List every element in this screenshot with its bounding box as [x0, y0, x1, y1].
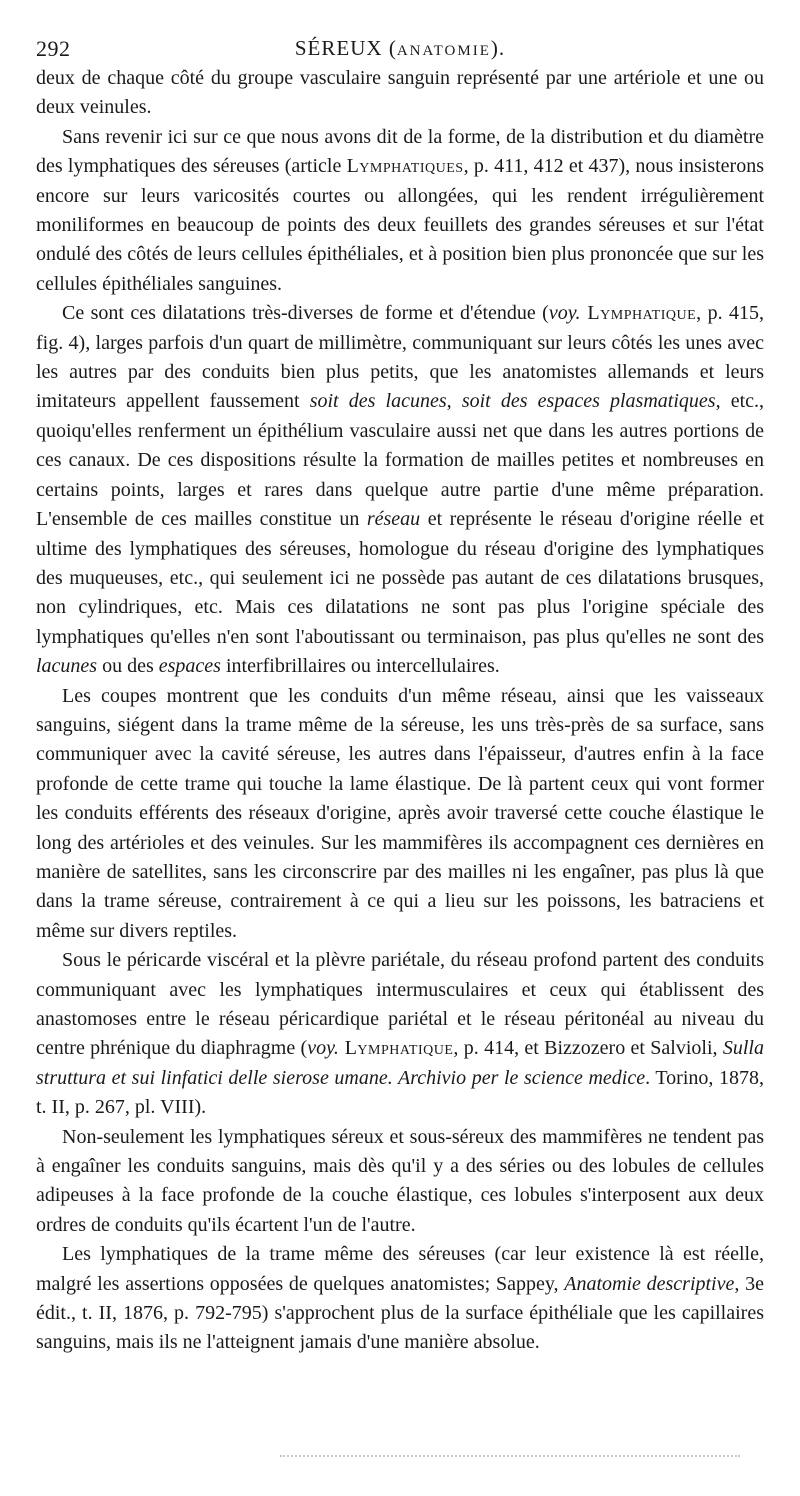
p5-italic-1: Sulla struttura et sui linfatici delle sierose umane. Archivio per le science medice	[36, 1037, 764, 1089]
p3-text-b: , p. 415, fig. 4), larges parfois d'un quart de millimètre, communiquant sur leurs côtés les unes avec les autres par des conduits bien plus petits, que les anatomistes allemands et leurs imitateurs appellent faussement	[36, 302, 765, 413]
bottom-print-marks	[280, 1455, 740, 1461]
running-head-paren-open: (	[382, 36, 397, 60]
paragraph-5	[36, 946, 764, 1122]
p5-small-caps-ref: Lymphatique	[338, 1037, 454, 1060]
p3-italic-4: lacunes	[36, 655, 98, 678]
p2-small-caps-ref: Lymphatiques	[346, 155, 464, 178]
p2-text-a: Sans revenir ici sur ce que nous avons dit de la forme, de la distribution et du diamètre des lymphatiques des séreuses (article	[36, 125, 764, 178]
p3-italic-2: soit des espaces plasmatiques	[461, 390, 716, 413]
paragraph-1: deux de chaque côté du groupe vasculaire sanguin représenté par une artériole et une ou deux veinules.	[36, 67, 764, 119]
running-head-subtitle: ANATOMIE	[396, 43, 491, 59]
p3-italic-1: soit des lacunes	[309, 390, 447, 413]
p2-text-b: , p. 411, 412 et 437), nous insisterons encore sur leurs varicosités courtes ou allongées, qui les rendent irrégulièrement moniliformes en beaucoup de points des deux feuillets des grandes séreuses et sur l'état ondulé des côtés de leurs cellules épithéliales, et à position bien plus prononcée que sur les cellules épithéliales sanguines.	[36, 155, 764, 295]
p3-small-caps-ref: Lymphatique	[580, 302, 697, 325]
p3-text-f: ou des	[97, 655, 159, 678]
p5-text-a: Sous le péricarde viscéral et la plèvre pariétale, du réseau profond partent des conduits communiquant avec les lymphatiques intermusculaires et ceux qui établissent des anastomoses entre le réseau péricardique pariétal et le réseau péritonéal au niveau du centre phrénique du diaphragme (	[36, 949, 764, 1060]
p7-text-a: Les lymphatiques de la trame même des séreuses (car leur existence là est réelle, malgré les assertions opposées de quelques anatomistes; Sappey,	[36, 1243, 764, 1295]
paragraph-2	[36, 123, 764, 299]
p3-voy: voy.	[548, 302, 581, 325]
p5-voy: voy.	[307, 1037, 339, 1060]
p7-text-b: , 3e édit., t. II, 1876, p. 792-795) s'approchent plus de la surface épithéliale que les capillaires sanguins, mais ils ne l'atteignent jamais d'une manière absolue.	[36, 1272, 764, 1354]
paragraph-4: Les coupes montrent que les conduits d'un même réseau, ainsi que les vaisseaux sanguins, siégent dans la trame même de la séreuse, les uns très-près de sa surface, sans communiquer avec la cavité séreuse, les autres dans l'épaisseur, d'autres enfin à la face profonde de cette trame qui touche la lame élastique. De là partent ceux qui vont former les conduits efférents des réseaux d'origine, après avoir traversé cette couche élastique le long des artérioles et des veinules. Sur les mammifères ils accompagnent ces dernières en manière de satellites, sans les circonscrire par des mailles ni les engaîner, pas plus là que dans la trame séreuse, contrairement à ce qui a lieu sur les poissons, les batraciens et même sur divers reptiles.	[36, 684, 764, 942]
body-text	[36, 64, 764, 1358]
p3-text-a: Ce sont ces dilatations très-diverses de forme et d'étendue (	[62, 302, 549, 325]
running-head-title: SÉREUX	[294, 36, 383, 60]
p5-text-c: . Torino, 1878, t. II, p. 267, pl. VIII).	[36, 1066, 764, 1119]
page-number: 292	[36, 36, 71, 61]
p3-text-e: et représente le réseau d'origine réelle et ultime des lymphatiques des séreuses, homologue du réseau d'origine des lymphatiques des muqueuses, etc., qui seulement ici ne possède pas autant de ces dilatations brusques, non cylindriques, etc. Mais ces dilatations ne sont pas plus l'origine spéciale des lymphatiques qu'elles n'en sont l'aboutissant ou terminaison, pas plus qu'elles ne sont des	[36, 508, 764, 648]
page-header	[36, 30, 764, 64]
p7-italic-1: Anatomie descriptive	[564, 1272, 735, 1295]
paragraph-3	[36, 299, 764, 681]
paragraph-7	[36, 1240, 764, 1358]
paragraph-6: Non-seulement les lymphatiques séreux et sous-séreux des mammifères ne tendent pas à engaîner les conduits sanguins, mais dès qu'il y a des séries ou des lobules de cellules adipeuses à la face profonde de la couche élastique, ces lobules s'interposent aux deux ordres de conduits qu'ils écartent l'un de l'autre.	[36, 1125, 764, 1236]
p3-italic-5: espaces	[158, 655, 221, 678]
p5-text-b: , p. 414, et Bizzozero et Salvioli,	[453, 1037, 723, 1060]
p3-italic-3: réseau	[366, 508, 421, 531]
p3-text-c: ,	[446, 390, 462, 413]
p3-text-g: interfibrillaires ou intercellulaires.	[220, 655, 500, 678]
running-head	[36, 36, 764, 61]
running-head-paren-close: ).	[490, 36, 506, 60]
p3-text-d: , etc., quoiqu'elles renferment un épithélium vasculaire aussi net que dans les autres portions de ces canaux. De ces dispositions résulte la formation de mailles petites et nombreuses en certains points, larges et rares dans quelque autre partie d'une même préparation. L'ensemble de ces mailles constitue un	[36, 390, 765, 531]
